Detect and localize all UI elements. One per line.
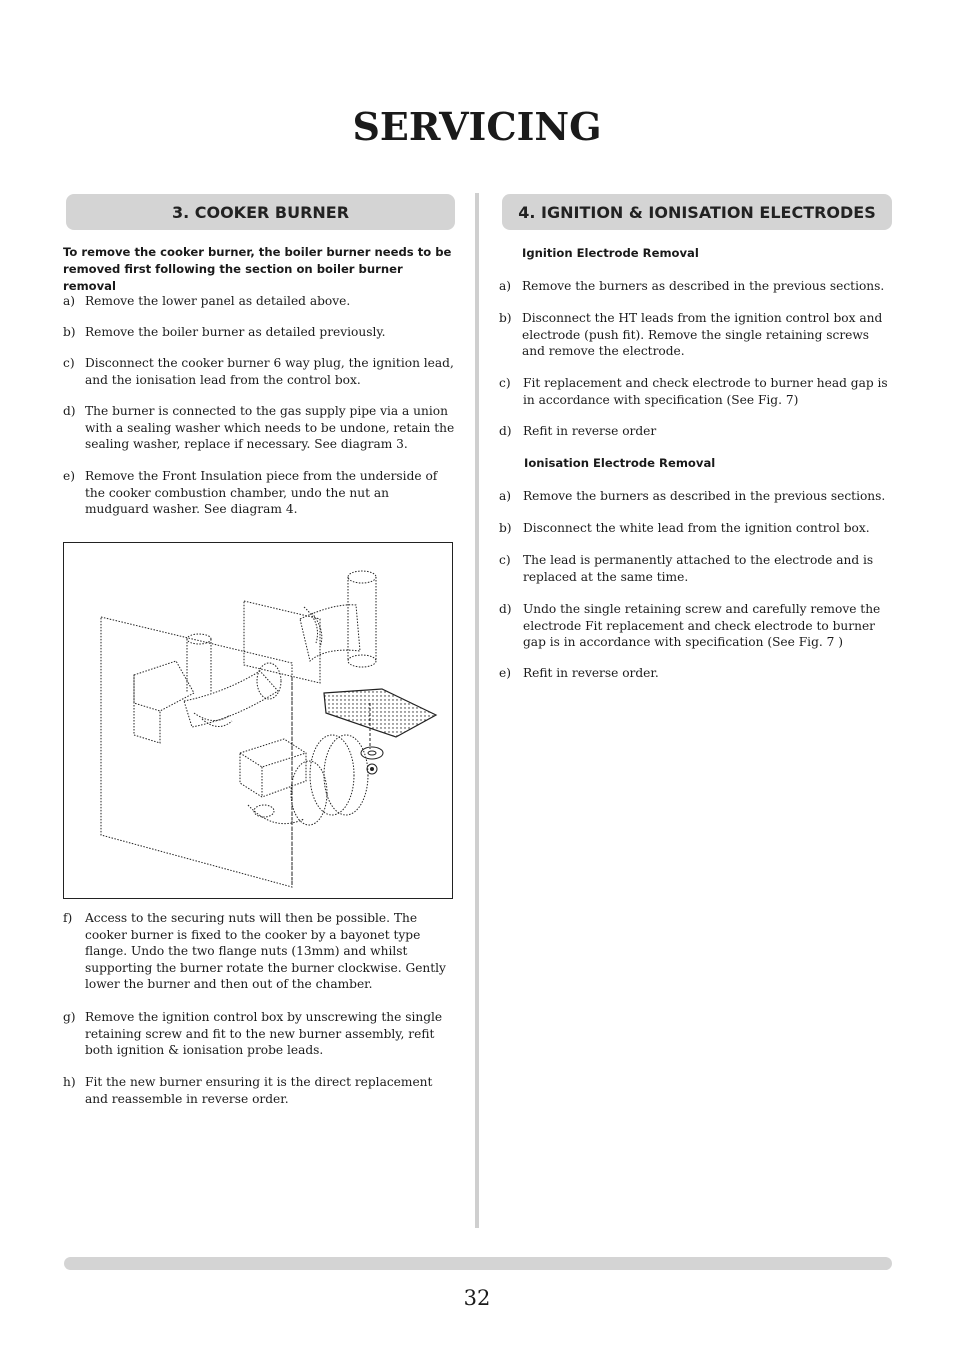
item-label: c): [63, 356, 75, 370]
item-label: h): [63, 1075, 76, 1089]
item-text: Fit the new burner ensuring it is the direct replacement and reassemble in reverse order.: [85, 1075, 433, 1106]
item-text: Remove the burners as described in the previous sections.: [522, 279, 885, 293]
item-label: a): [499, 279, 512, 293]
item-label: b): [499, 311, 512, 325]
item-label: c): [499, 376, 511, 390]
item-text: Disconnect the cooker burner 6 way plug, the ignition lead, and the ionisation lead from the control box.: [85, 356, 454, 387]
item-text: Fit replacement and check electrode to burner head gap is in accordance with specification (See Fig. 7): [523, 376, 888, 407]
item-text: Remove the burners as described in the previous sections.: [523, 489, 886, 503]
item-text: Remove the ignition control box by unscrewing the single retaining screw and fit to the new burner assembly, refit both ignition & ionisation probe leads.: [85, 1010, 443, 1057]
cooker-burner-heading: 3. COOKER BURNER: [66, 194, 455, 230]
cooker-burner-intro: To remove the cooker burner, the boiler burner needs to be removed first following the section on boiler burner removal: [63, 245, 452, 293]
item-label: b): [499, 521, 512, 535]
item-text: Remove the boiler burner as detailed previously.: [85, 325, 386, 339]
item-text: Access to the securing nuts will then be possible. The cooker burner is fixed to the cooker by a bayonet type flange. Undo the two flange nuts (13mm) and whilst supporting the burner rotate the burner clockwise. Gently lower the burner and then out of the chamber.: [85, 911, 446, 991]
item-label: e): [499, 666, 511, 680]
item-label: d): [499, 602, 512, 616]
item-text: The burner is connected to the gas supply pipe via a union with a sealing washer which needs to be undone, retain the sealing washer, replace if necessary. See diagram 3.: [85, 404, 455, 451]
item-text: Remove the lower panel as detailed above.: [85, 294, 351, 308]
item-label: d): [499, 424, 512, 438]
item-text: Remove the Front Insulation piece from the underside of the cooker combustion chamber, undo the nut an mudguard washer. See diagram 4.: [85, 469, 438, 516]
cooker-burner-diagram: [63, 542, 453, 899]
item-label: c): [499, 553, 511, 567]
item-text: Undo the single retaining screw and carefully remove the electrode Fit replacement and check electrode to burner gap is in accordance with specification (See Fig. 7 ): [523, 602, 881, 649]
footer-bar: [64, 1257, 892, 1270]
item-label: a): [499, 489, 512, 503]
item-label: a): [63, 294, 76, 308]
item-label: g): [63, 1010, 76, 1024]
page-number: 32: [463, 1286, 491, 1310]
item-text: The lead is permanently attached to the electrode and is replaced at the same time.: [523, 553, 874, 584]
ignition-electrode-heading: Ignition Electrode Removal: [522, 246, 699, 260]
item-label: e): [63, 469, 75, 483]
item-label: f): [63, 911, 73, 925]
page-title: SERVICING: [352, 104, 602, 149]
item-text: Refit in reverse order: [523, 424, 657, 438]
item-text: Disconnect the HT leads from the ignition control box and electrode (push fit). Remove the single retaining screws and remove the electrode.: [522, 311, 883, 358]
electrodes-heading: 4. IGNITION & IONISATION ELECTRODES: [502, 194, 892, 230]
item-text: Disconnect the white lead from the ignition control box.: [523, 521, 870, 535]
column-divider: [475, 193, 479, 1228]
ionisation-electrode-heading: Ionisation Electrode Removal: [524, 456, 716, 470]
item-label: b): [63, 325, 76, 339]
item-label: d): [63, 404, 76, 418]
burner-assembly-drawing: [64, 543, 452, 898]
item-text: Refit in reverse order.: [523, 666, 659, 680]
